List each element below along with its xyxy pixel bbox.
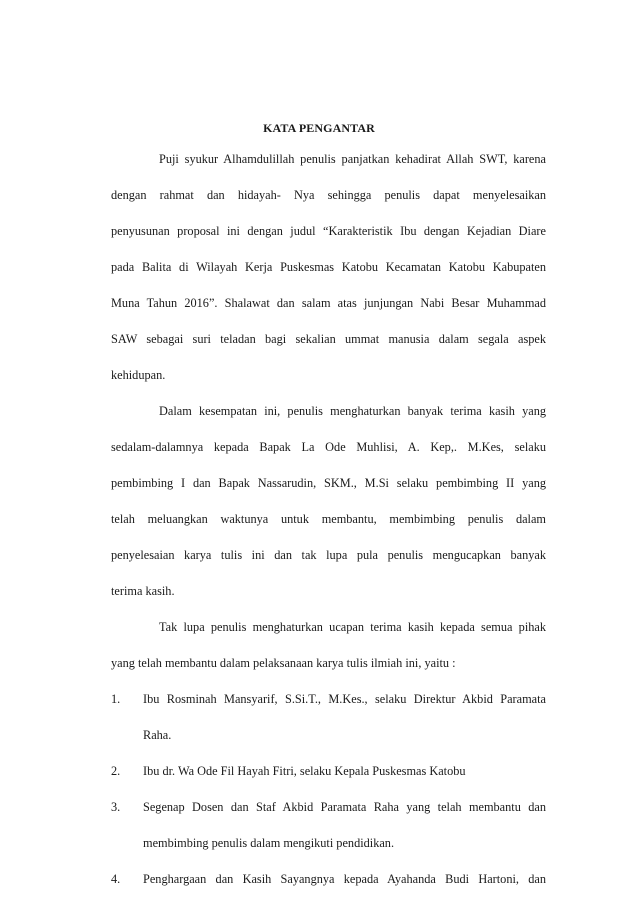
paragraph-line: pada Balita di Wilayah Kerja Puskesmas Katobu Kecamatan Katobu Kabupaten xyxy=(111,260,546,274)
list-item-line: Ibu dr. Wa Ode Fil Hayah Fitri, selaku Kepala Puskesmas Katobu xyxy=(143,764,466,778)
paragraph-line: Tak lupa penulis menghaturkan ucapan terima kasih kepada semua pihak xyxy=(159,620,546,634)
paragraph-line: Dalam kesempatan ini, penulis menghaturkan banyak terima kasih yang xyxy=(159,404,546,418)
paragraph-line: Puji syukur Alhamdulillah penulis panjatkan kehadirat Allah SWT, karena xyxy=(159,152,546,166)
list-item-line: Segenap Dosen dan Staf Akbid Paramata Raha yang telah membantu dan xyxy=(143,800,546,814)
list-item-line: Penghargaan dan Kasih Sayangnya kepada Ayahanda Budi Hartoni, dan xyxy=(143,872,546,886)
paragraph-line: telah meluangkan waktunya untuk membantu, membimbing penulis dalam xyxy=(111,512,546,526)
paragraph-line: Muna Tahun 2016”. Shalawat dan salam atas junjungan Nabi Besar Muhammad xyxy=(111,296,546,310)
list-item-line: Ibu Rosminah Mansyarif, S.Si.T., M.Kes., selaku Direktur Akbid Paramata xyxy=(143,692,546,706)
list-number: 4. xyxy=(111,872,121,886)
paragraph-line: terima kasih. xyxy=(111,584,175,598)
paragraph-line: penyusunan proposal ini dengan judul “Karakteristik Ibu dengan Kejadian Diare xyxy=(111,224,546,238)
list-number: 3. xyxy=(111,800,121,814)
paragraph-line: sedalam-dalamnya kepada Bapak La Ode Muhlisi, A. Kep,. M.Kes, selaku xyxy=(111,440,546,454)
paragraph-line: kehidupan. xyxy=(111,368,166,382)
paragraph-line: yang telah membantu dalam pelaksanaan karya tulis ilmiah ini, yaitu : xyxy=(111,656,456,670)
paragraph-line: penyelesaian karya tulis ini dan tak lupa pula penulis mengucapkan banyak xyxy=(111,548,546,562)
paragraph-line: dengan rahmat dan hidayah- Nya sehingga penulis dapat menyelesaikan xyxy=(111,188,546,202)
list-item-line: membimbing penulis dalam mengikuti pendidikan. xyxy=(143,836,395,850)
paragraph-line: SAW sebagai suri teladan bagi sekalian ummat manusia dalam segala aspek xyxy=(111,332,546,346)
page-title: KATA PENGANTAR xyxy=(263,121,375,135)
list-item-line: Raha. xyxy=(143,728,172,742)
list-number: 1. xyxy=(111,692,121,706)
list-number: 2. xyxy=(111,764,121,778)
paragraph-line: pembimbing I dan Bapak Nassarudin, SKM., M.Si selaku pembimbing II yang xyxy=(111,476,546,490)
